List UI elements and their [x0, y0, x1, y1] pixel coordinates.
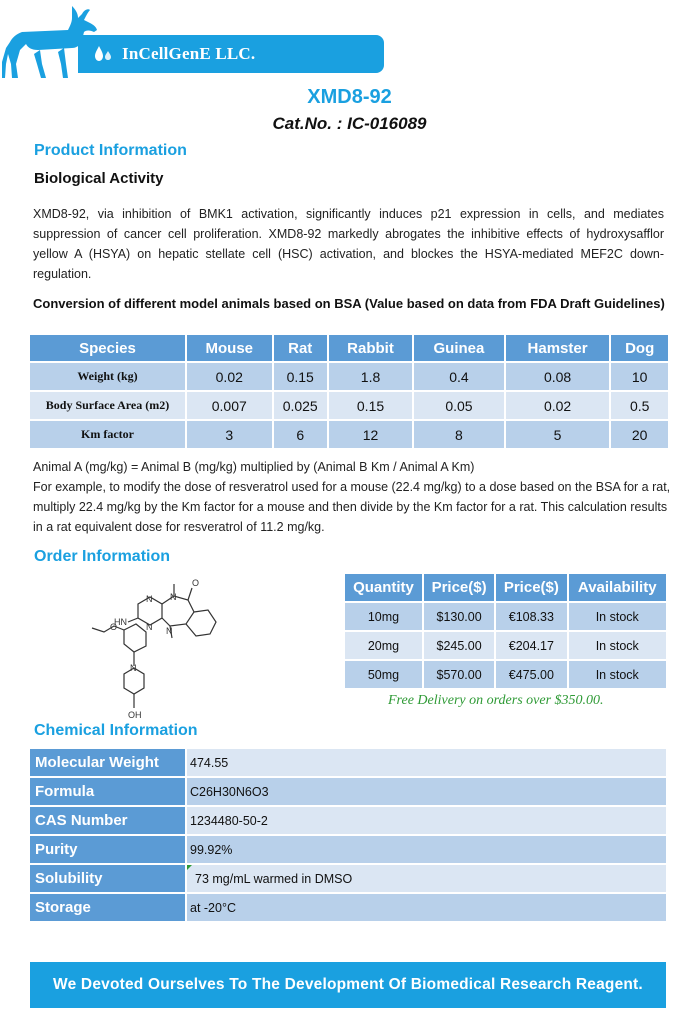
table-cell: 3: [187, 421, 272, 448]
table-cell: 8: [414, 421, 504, 448]
structure-label: N: [166, 626, 173, 636]
bio-activity-text: XMD8-92, via inhibition of BMK1 activation, significantly induces p21 expression in cells, and mediates suppression of cancer cell proliferation. XMD8-92 markedly abrogates the inhibitive effects of hydroxysafflor yellow A (HSYA) on hepatic stellate cell (HSC) activation, and blockes the HSYA-mediated MEF2C down-regulation.: [33, 207, 664, 281]
quantity-cell: 20mg: [345, 632, 422, 659]
availability-cell: In stock: [569, 603, 667, 630]
table-cell: 0.08: [506, 363, 610, 390]
table-cell: 6: [274, 421, 327, 448]
bsa-header-cell: Mouse: [187, 335, 272, 361]
table-cell: 0.025: [274, 392, 327, 419]
bsa-header-cell: Rat: [274, 335, 327, 361]
table-row: [30, 392, 668, 419]
property-value: at -20°C: [187, 894, 666, 921]
footer-banner: We Devoted Ourselves To The Development Of Biomedical Research Reagent.: [30, 962, 666, 1008]
bsa-header-cell: Hamster: [506, 335, 610, 361]
company-name: InCellGenE LLC.: [122, 44, 256, 63]
water-drop-icon: [94, 44, 114, 64]
property-value: 99.92%: [187, 836, 666, 863]
price-eur-cell: €475.00: [496, 661, 566, 688]
table-cell: 12: [329, 421, 412, 448]
bsa-table-title: Conversion of different model animals based on BSA (Value based on data from FDA Draft Guidelines): [33, 296, 665, 311]
bsa-formula: Animal A (mg/kg) = Animal B (mg/kg) multiplied by (Animal B Km / Animal A Km): [33, 460, 475, 474]
table-cell: 10: [611, 363, 668, 390]
property-label: Molecular Weight: [30, 749, 185, 776]
structure-label: N: [170, 592, 177, 602]
product-info-heading: Product Information: [34, 142, 187, 159]
structure-label: OH: [128, 710, 142, 720]
table-cell: 5: [506, 421, 610, 448]
table-row: [30, 363, 668, 390]
table-row: [30, 778, 666, 805]
table-row: [30, 807, 666, 834]
table-cell: 0.4: [414, 363, 504, 390]
chemical-structure: [70, 570, 240, 730]
order-header-cell: Quantity: [345, 574, 422, 601]
price-eur-cell: €204.17: [496, 632, 566, 659]
price-usd-cell: $245.00: [424, 632, 494, 659]
table-cell: 0.02: [506, 392, 610, 419]
row-label: Body Surface Area (m2): [30, 392, 185, 419]
table-cell: 0.05: [414, 392, 504, 419]
property-label: Solubility: [30, 865, 185, 892]
catalog-number: Cat.No. : IC-016089: [272, 114, 427, 133]
table-row: [30, 421, 668, 448]
structure-label: N: [130, 663, 137, 673]
order-header-row: [345, 574, 666, 601]
table-row: [30, 749, 666, 776]
structure-label: N: [146, 594, 153, 604]
price-usd-cell: $130.00: [424, 603, 494, 630]
property-label: Purity: [30, 836, 185, 863]
order-table: [343, 572, 668, 690]
property-label: Formula: [30, 778, 185, 805]
availability-cell: In stock: [569, 661, 667, 688]
structure-label: N: [146, 622, 153, 632]
table-row: [30, 894, 666, 921]
bsa-table: [28, 333, 670, 450]
table-cell: 20: [611, 421, 668, 448]
bsa-example: For example, to modify the dose of resveratrol used for a mouse (22.4 mg/kg) to a dose based on the BSA for a rat, multiply 22.4 mg/kg by the Km factor for a mouse and then divide by the Km factor for a rat. This calculation results in a rat equivalent dose for resveratrol of 11.2 mg/kg.: [33, 480, 671, 534]
bsa-header-cell: Rabbit: [329, 335, 412, 361]
availability-cell: In stock: [569, 632, 667, 659]
page-header: [0, 0, 699, 90]
product-title: XMD8-92: [307, 86, 392, 108]
bsa-header-cell: Species: [30, 335, 185, 361]
table-row: [30, 865, 666, 892]
structure-label: O: [110, 622, 118, 632]
order-header-cell: Availability: [569, 574, 667, 601]
table-cell: 0.5: [611, 392, 668, 419]
bsa-header-row: [30, 335, 668, 361]
property-value: 1234480-50-2: [187, 807, 666, 834]
table-row[interactable]: [345, 661, 666, 688]
chemical-info-heading: Chemical Information: [34, 722, 198, 739]
free-delivery-note: Free Delivery on orders over $350.00.: [388, 693, 604, 708]
table-cell: 0.007: [187, 392, 272, 419]
structure-label: HN: [114, 617, 127, 627]
structure-label: O: [192, 578, 200, 588]
price-usd-cell: $570.00: [424, 661, 494, 688]
row-label: Km factor: [30, 421, 185, 448]
table-row: [30, 836, 666, 863]
quantity-cell: 50mg: [345, 661, 422, 688]
table-cell: 0.02: [187, 363, 272, 390]
property-label: CAS Number: [30, 807, 185, 834]
bsa-header-cell: Dog: [611, 335, 668, 361]
property-value: C26H30N6O3: [187, 778, 666, 805]
table-cell: 0.15: [274, 363, 327, 390]
price-eur-cell: €108.33: [496, 603, 566, 630]
chemical-info-table: [28, 747, 668, 923]
property-value: 73 mg/mL warmed in DMSO: [187, 865, 666, 892]
order-header-cell: Price($): [496, 574, 566, 601]
quantity-cell: 10mg: [345, 603, 422, 630]
order-header-cell: Price($): [424, 574, 494, 601]
order-info-heading: Order Information: [34, 548, 171, 565]
bsa-header-cell: Guinea: [414, 335, 504, 361]
bio-activity-heading: Biological Activity: [34, 170, 164, 187]
row-label: Weight (kg): [30, 363, 185, 390]
table-row[interactable]: [345, 632, 666, 659]
table-row[interactable]: [345, 603, 666, 630]
property-value: 474.55: [187, 749, 666, 776]
table-cell: 1.8: [329, 363, 412, 390]
table-cell: 0.15: [329, 392, 412, 419]
company-banner: [78, 35, 384, 73]
property-label: Storage: [30, 894, 185, 921]
